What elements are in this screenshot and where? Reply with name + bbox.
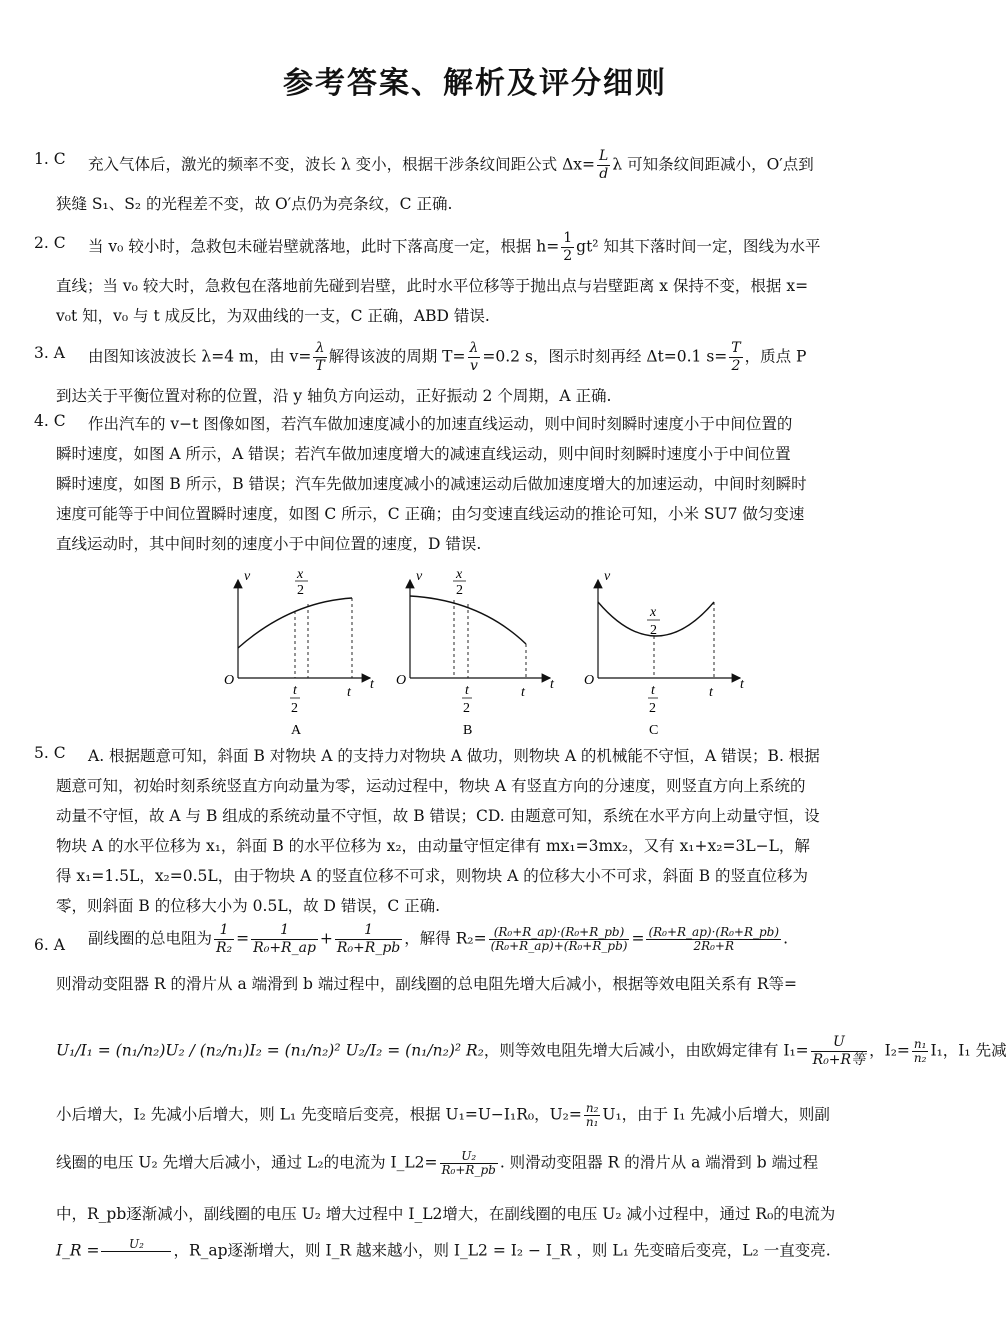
fraction: $\frac{L}{d}$ (599, 148, 609, 182)
vt-graphs-figure (220, 566, 744, 738)
answer-number: 1. C (34, 150, 66, 168)
answer-line: 瞬时速度，如图 A 所示，A 错误；若汽车做加速度增大的减速直线运动，则中间时刻瞬时速度小于中间位置 (56, 445, 791, 463)
answer-number: 4. C (34, 412, 66, 430)
answer-item-6 (34, 922, 1007, 1272)
answer-line: 到达关于平衡位置对称的位置，沿 y 轴负方向运动，正好振动 2 个周期，A 正确. (56, 387, 612, 405)
svg-text:t: t (347, 685, 351, 700)
svg-text:t: t (550, 677, 554, 692)
axis-v-label: v (244, 569, 251, 584)
answer-line: 当 v₀ 较小时，急救包未碰岩壁就落地，此时下落高度一定，根据 h= $\frac{1}{2}$ gt² 知其下落时间一定，图线为水平 (88, 230, 821, 264)
svg-text:2: 2 (291, 701, 298, 716)
svg-text:t: t (740, 677, 744, 692)
graph-c-label: C (649, 723, 659, 738)
answer-line: 题意可知，初始时刻系统竖直方向动量为零，运动过程中，物块 A 有竖直方向的分速度，则竖直方向上系统的 (56, 777, 806, 795)
fraction: $\frac{1}{\text{R₂}}$ (216, 922, 233, 956)
answer-line: 直线运动时，其中间时刻的速度小于中间位置的速度，D 错误. (56, 535, 482, 553)
answer-number: 3. A (34, 344, 65, 362)
answer-line: 则滑动变阻器 R 的滑片从 a 端滑到 b 端过程中，副线圈的总电阻先增大后减小，根据等效电阻关系有 R等= (56, 975, 797, 993)
fraction: $\frac{\text{(R₀+R\_ap)·(R₀+R\_pb)}}{\text{2R₀+R}}$ (648, 925, 780, 953)
graph-a-label: A (291, 723, 302, 738)
answer-item-4 (34, 412, 916, 562)
fraction: $\frac{\text{U₂}}{\text{R₀+R\_pb}}$ (441, 1149, 496, 1177)
answer-item-1 (34, 148, 916, 218)
fraction: $\frac{\text{n₁}}{\text{n₂}}$ (913, 1037, 927, 1065)
fraction: $\frac{\lambda}{T}$ (315, 340, 325, 374)
svg-text:v: v (604, 569, 611, 584)
answer-line: 速度可能等于中间位置瞬时速度，如图 C 所示，C 正确；由匀变速直线运动的推论可知，小米 SU7 做匀变速 (56, 505, 805, 523)
answer-line: 作出汽车的 v−t 图像如图，若汽车做加速度减小的加速直线运动，则中间时刻瞬时速度小于中间位置的 (88, 415, 793, 433)
answer-line: 动量不守恒，故 A 与 B 组成的系统动量不守恒，故 B 错误；CD. 由题意可知，系统在水平方向上动量守恒，设 (56, 807, 820, 825)
fraction: $\frac{\text{n₂}}{\text{n₁}}$ (585, 1101, 599, 1129)
answer-line: 得 x₁=1.5L，x₂=0.5L，由于物块 A 的竖直位移不可求，则物块 A 的位移大小不可求，斜面 B 的竖直位移为 (56, 867, 809, 885)
answer-line: 狭缝 S₁、S₂ 的光程差不变，故 O′点仍为亮条纹，C 正确. (56, 195, 453, 213)
graph-c (584, 569, 745, 738)
graph-a (224, 567, 375, 738)
answer-line: 由图知该波波长 λ=4 m，由 v= $\frac{\lambda}{T}$ 解得该波的周期 T= $\frac{\lambda}{v}$ =0.2 s，图示时刻再经 Δt=0.1 s= $\frac{T}{2}$ ，质点 P (88, 340, 807, 374)
axis-t-label: t (370, 677, 374, 692)
answer-line: A. 根据题意可知，斜面 B 对物块 A 的支持力对物块 A 做功，则物块 A 的机械能不守恒，A 错误；B. 根据 (88, 747, 820, 765)
answer-number: 2. C (34, 234, 66, 252)
answer-number: 5. C (34, 744, 66, 762)
svg-text:v: v (416, 569, 423, 584)
svg-text:2: 2 (297, 583, 304, 598)
fraction: U₂ (101, 1238, 171, 1265)
fraction: $\frac{1}{\text{R₀+R\_ap}}$ (253, 922, 316, 956)
graph-b-label: B (463, 723, 473, 738)
answer-line: 小后增大，I₂ 先减小后增大，则 L₁ 先变暗后变亮，根据 U₁=U−I₁R₀，U₂= $\frac{\text{n₂}}{\text{n₁}}$ U₁，由于 I₁ 先减小后增大，则副 (56, 1101, 830, 1129)
answer-line: 零，则斜面 B 的位移大小为 0.5L，故 D 错误，C 正确. (56, 897, 441, 915)
fraction: $\frac{1}{2}$ (563, 230, 573, 264)
svg-text:x: x (456, 567, 463, 582)
answer-line: U₁/I₁ = (n₁/n₂)U₂ / (n₂/n₁)I₂ = (n₁/n₂)² U₂/I₂ = (n₁/n₂)² R₂，则等效电阻先增大后减小，由欧姆定律有 I₁= $\frac{U}{\text{R₀+R等}}$ ，I₂= $\frac{\text{n₁}}{\text{n₂}}$ I₁，I₁ 先减 (56, 1034, 1007, 1068)
origin-label: O (224, 673, 235, 688)
svg-text:t: t (709, 685, 713, 700)
answer-line: 瞬时速度，如图 B 所示，B 错误；汽车先做加速度减小的减速运动后做加速度增大的加速运动，中间时刻瞬时 (56, 475, 807, 493)
answer-number: 6. A (34, 936, 65, 954)
answer-item-2 (34, 230, 916, 330)
graph-b (396, 567, 555, 738)
fraction: $\frac{1}{\text{R₀+R\_pb}}$ (336, 922, 401, 956)
svg-text:2: 2 (649, 701, 656, 716)
svg-text:O: O (396, 673, 407, 688)
answer-line: v₀t 知，v₀ 与 t 成反比，为双曲线的一支，C 正确，ABD 错误. (56, 307, 490, 325)
fraction: $\frac{\lambda}{v}$ (469, 340, 479, 374)
svg-text:t: t (293, 683, 297, 698)
svg-text:t: t (521, 685, 525, 700)
answer-item-3 (34, 340, 916, 410)
answer-line: 直线；当 v₀ 较大时，急救包在落地前先碰到岩壁，此时水平位移等于抛出点与岩壁距离 x 保持不变，根据 x= (56, 277, 809, 295)
svg-text:2: 2 (456, 583, 463, 598)
svg-text:x: x (297, 567, 304, 582)
fraction: $\frac{U}{\text{R₀+R等}}$ (812, 1034, 866, 1068)
svg-text:x: x (650, 605, 657, 620)
page-title: 参考答案、解析及评分细则 (283, 66, 667, 101)
svg-text:t: t (651, 683, 655, 698)
answer-line: 物块 A 的水平位移为 x₁，斜面 B 的水平位移为 x₂，由动量守恒定律有 mx₁=3mx₂，又有 x₁+x₂=3L−L，解 (56, 837, 810, 855)
answer-line: 中，R_pb逐渐减小，副线圈的电压 U₂ 增大过程中 I_L2增大，在副线圈的电压 U₂ 减小过程中，通过 R₀的电流为 (56, 1205, 836, 1223)
answer-item-5 (34, 744, 916, 924)
answer-line: 线圈的电压 U₂ 先增大后减小，通过 L₂的电流为 I_L2= $\frac{\text{U₂}}{\text{R₀+R\_pb}}$ . 则滑动变阻器 R 的滑片从 a 端滑到 b 端过程 (56, 1149, 819, 1177)
fraction: $\frac{\text{(R₀+R\_ap)·(R₀+R\_pb)}}{\text{(R₀+R\_ap)+(R₀+R\_pb)}}$ (490, 925, 628, 953)
answer-line: 充入气体后，激光的频率不变，波长 λ 变小，根据干涉条纹间距公式 Δx= $\frac{L}{d}$ λ 可知条纹间距减小，O′点到 (88, 148, 814, 182)
svg-text:O: O (584, 673, 595, 688)
fraction: $\frac{T}{2}$ (731, 340, 741, 374)
answer-line: I_R = U₂ ，R_ap逐渐增大，则 I_R 越来越小，则 I_L2 = I₂ − I_R ，则 L₁ 先变暗后变亮，L₂ 一直变亮. (56, 1238, 831, 1265)
svg-text:t: t (465, 683, 469, 698)
svg-text:2: 2 (650, 623, 657, 638)
svg-text:2: 2 (463, 701, 470, 716)
answer-line: 副线圈的总电阻为 $\frac{1}{\text{R₂}}$ = $\frac{1}{\text{R₀+R\_ap}}$ + $\frac{1}{\text{R₀+R\_pb}}$ ，解得 R₂= $\frac{\text{(R₀+R\_ap)·(R₀+R\_pb)}}{\text{(R₀+R\_ap)+(R₀+R\_pb)}}$ = $\frac{\text{(R₀+R\_ap)·(R₀+R\_pb)}}{\text{2R₀+R}}$ . (88, 922, 788, 956)
